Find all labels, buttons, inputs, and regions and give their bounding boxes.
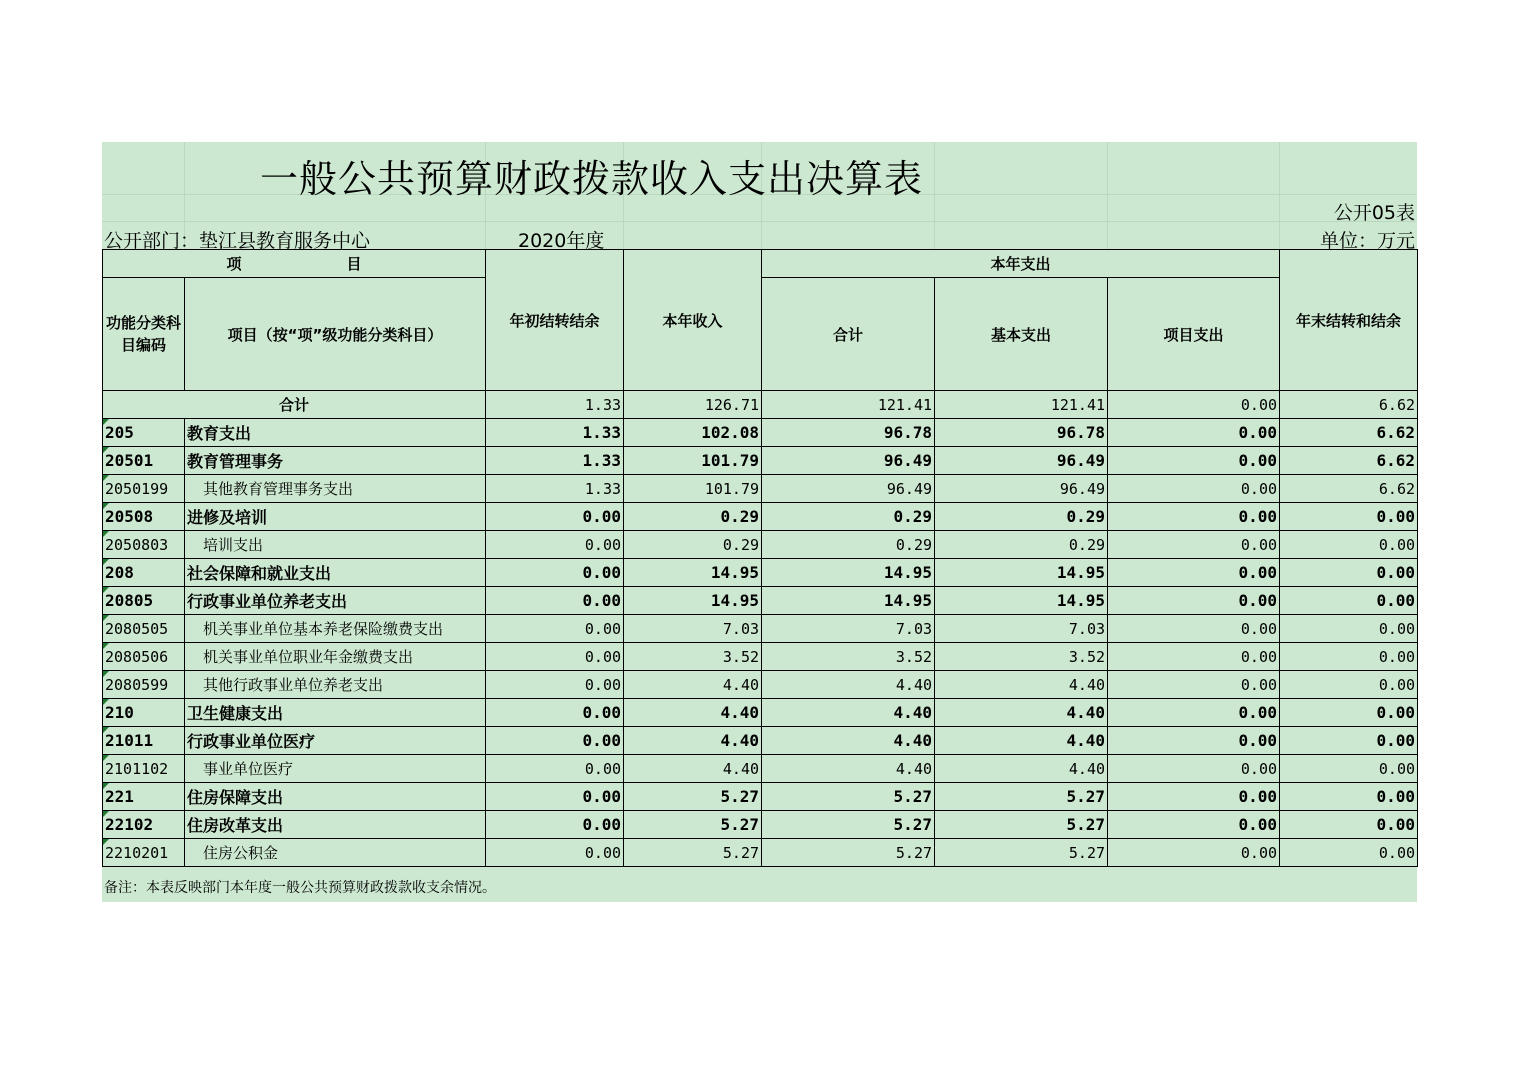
row-closing[interactable]: 0.00: [1280, 587, 1418, 615]
row-code[interactable]: 20501: [103, 447, 185, 475]
row-closing[interactable]: 0.00: [1280, 615, 1418, 643]
header-opening-balance: 年初结转结余: [486, 250, 624, 391]
row-total[interactable]: 96.49: [762, 475, 935, 503]
row-name[interactable]: 机关事业单位职业年金缴费支出: [185, 643, 486, 671]
row-project[interactable]: 0.00: [1108, 783, 1280, 811]
header-project-expense: 项目支出: [1108, 278, 1280, 391]
fiscal-year: 2020年度: [518, 230, 605, 252]
row-name[interactable]: 卫生健康支出: [185, 699, 486, 727]
gridline: [934, 142, 935, 249]
row-closing[interactable]: 0.00: [1280, 783, 1418, 811]
row-code[interactable]: 221: [103, 783, 185, 811]
row-opening[interactable]: 0.00: [486, 643, 624, 671]
row-code[interactable]: 22102: [103, 811, 185, 839]
row-project[interactable]: 0.00: [1108, 643, 1280, 671]
row-code[interactable]: 20805: [103, 587, 185, 615]
row-basic[interactable]: 96.78: [935, 419, 1108, 447]
form-number: 公开05表: [1333, 202, 1415, 224]
row-basic[interactable]: 4.40: [935, 727, 1108, 755]
row-name[interactable]: 培训支出: [185, 531, 486, 559]
row-opening[interactable]: 0.00: [486, 671, 624, 699]
row-total[interactable]: 5.27: [762, 811, 935, 839]
header-code: 功能分类科目编码: [103, 278, 185, 391]
row-name[interactable]: 事业单位医疗: [185, 755, 486, 783]
row-total[interactable]: 5.27: [762, 783, 935, 811]
row-basic[interactable]: 7.03: [935, 615, 1108, 643]
row-project[interactable]: 0.00: [1108, 587, 1280, 615]
row-code[interactable]: 210: [103, 699, 185, 727]
header-expense-group: 本年支出: [762, 250, 1280, 278]
total-project: 0.00: [1108, 391, 1280, 419]
header-expense-total: 合计: [762, 278, 935, 391]
row-basic[interactable]: 5.27: [935, 839, 1108, 867]
row-opening[interactable]: 0.00: [486, 503, 624, 531]
row-name[interactable]: 住房保障支出: [185, 783, 486, 811]
row-total[interactable]: 7.03: [762, 615, 935, 643]
row-code[interactable]: 2101102: [103, 755, 185, 783]
row-total[interactable]: 14.95: [762, 587, 935, 615]
row-total[interactable]: 4.40: [762, 699, 935, 727]
row-closing[interactable]: 0.00: [1280, 727, 1418, 755]
row-total[interactable]: 4.40: [762, 755, 935, 783]
row-total[interactable]: 0.29: [762, 503, 935, 531]
row-opening[interactable]: 0.00: [486, 783, 624, 811]
table-row: [103, 531, 1418, 559]
row-basic[interactable]: 0.29: [935, 503, 1108, 531]
row-opening[interactable]: 0.00: [486, 839, 624, 867]
row-name[interactable]: 教育支出: [185, 419, 486, 447]
row-total[interactable]: 96.78: [762, 419, 935, 447]
row-code[interactable]: 208: [103, 559, 185, 587]
row-basic[interactable]: 4.40: [935, 755, 1108, 783]
row-opening[interactable]: 1.33: [486, 419, 624, 447]
row-name[interactable]: 住房改革支出: [185, 811, 486, 839]
row-closing[interactable]: 0.00: [1280, 531, 1418, 559]
row-opening[interactable]: 1.33: [486, 447, 624, 475]
row-income[interactable]: 4.40: [624, 699, 762, 727]
table-row: [103, 671, 1418, 699]
row-project[interactable]: 0.00: [1108, 811, 1280, 839]
table-row: [103, 419, 1418, 447]
row-code[interactable]: 2080599: [103, 671, 185, 699]
table-row: [103, 447, 1418, 475]
total-income: 126.71: [624, 391, 762, 419]
row-income[interactable]: 101.79: [624, 475, 762, 503]
row-income[interactable]: 5.27: [624, 811, 762, 839]
row-opening[interactable]: 0.00: [486, 727, 624, 755]
row-name[interactable]: 进修及培训: [185, 503, 486, 531]
row-opening[interactable]: 0.00: [486, 559, 624, 587]
row-basic[interactable]: 14.95: [935, 559, 1108, 587]
header-current-income: 本年收入: [624, 250, 762, 391]
budget-table: [102, 249, 1418, 867]
table-row: [103, 615, 1418, 643]
row-basic[interactable]: 96.49: [935, 475, 1108, 503]
row-basic[interactable]: 5.27: [935, 811, 1108, 839]
total-label: 合计: [103, 391, 486, 419]
row-opening[interactable]: 0.00: [486, 615, 624, 643]
table-row: [103, 643, 1418, 671]
row-code[interactable]: 2080505: [103, 615, 185, 643]
row-income[interactable]: 4.40: [624, 755, 762, 783]
table-row: [103, 755, 1418, 783]
row-income[interactable]: 5.27: [624, 839, 762, 867]
table-row: [103, 503, 1418, 531]
table-row: [103, 559, 1418, 587]
row-name[interactable]: 社会保障和就业支出: [185, 559, 486, 587]
row-income[interactable]: 4.40: [624, 727, 762, 755]
table-row: [103, 475, 1418, 503]
row-code[interactable]: 205: [103, 419, 185, 447]
spreadsheet-sheet: [102, 142, 1417, 902]
row-closing[interactable]: 0.00: [1280, 839, 1418, 867]
row-name[interactable]: 行政事业单位医疗: [185, 727, 486, 755]
row-closing[interactable]: 0.00: [1280, 643, 1418, 671]
row-closing[interactable]: 0.00: [1280, 699, 1418, 727]
row-opening[interactable]: 0.00: [486, 755, 624, 783]
row-code[interactable]: 20508: [103, 503, 185, 531]
table-row: [103, 811, 1418, 839]
row-project[interactable]: 0.00: [1108, 615, 1280, 643]
row-income[interactable]: 0.29: [624, 503, 762, 531]
row-closing[interactable]: 0.00: [1280, 811, 1418, 839]
row-name[interactable]: 住房公积金: [185, 839, 486, 867]
row-opening[interactable]: 0.00: [486, 811, 624, 839]
total-expense: 121.41: [762, 391, 935, 419]
row-code[interactable]: 2210201: [103, 839, 185, 867]
table-row: [103, 839, 1418, 867]
row-code[interactable]: 2050803: [103, 531, 185, 559]
row-name[interactable]: 其他教育管理事务支出: [185, 475, 486, 503]
row-basic[interactable]: 14.95: [935, 587, 1108, 615]
row-income[interactable]: 4.40: [624, 671, 762, 699]
header-name: 项目（按“项”级功能分类科目）: [185, 278, 486, 391]
row-project[interactable]: 0.00: [1108, 419, 1280, 447]
department-label: 公开部门：垫江县教育服务中心: [104, 230, 371, 252]
row-basic[interactable]: 96.49: [935, 447, 1108, 475]
table-row: [103, 727, 1418, 755]
row-total[interactable]: 96.49: [762, 447, 935, 475]
row-name[interactable]: 行政事业单位养老支出: [185, 587, 486, 615]
row-basic[interactable]: 3.52: [935, 643, 1108, 671]
row-basic[interactable]: 0.29: [935, 531, 1108, 559]
row-income[interactable]: 5.27: [624, 783, 762, 811]
table-row: [103, 587, 1418, 615]
row-basic[interactable]: 5.27: [935, 783, 1108, 811]
header-basic-expense: 基本支出: [935, 278, 1108, 391]
row-project[interactable]: 0.00: [1108, 671, 1280, 699]
total-opening: 1.33: [486, 391, 624, 419]
row-total[interactable]: 4.40: [762, 671, 935, 699]
row-name[interactable]: 机关事业单位基本养老保险缴费支出: [185, 615, 486, 643]
row-project[interactable]: 0.00: [1108, 839, 1280, 867]
row-total[interactable]: 4.40: [762, 727, 935, 755]
row-basic[interactable]: 4.40: [935, 671, 1108, 699]
gridline: [102, 221, 1417, 222]
row-income[interactable]: 102.08: [624, 419, 762, 447]
total-row: [103, 391, 1418, 419]
row-income[interactable]: 7.03: [624, 615, 762, 643]
row-income[interactable]: 0.29: [624, 531, 762, 559]
header-item-group: 项 目: [103, 250, 486, 278]
row-project[interactable]: 0.00: [1108, 755, 1280, 783]
row-total[interactable]: 0.29: [762, 531, 935, 559]
row-name[interactable]: 其他行政事业单位养老支出: [185, 671, 486, 699]
row-project[interactable]: 0.00: [1108, 559, 1280, 587]
row-income[interactable]: 101.79: [624, 447, 762, 475]
row-project[interactable]: 0.00: [1108, 475, 1280, 503]
row-income[interactable]: 14.95: [624, 587, 762, 615]
page-title: 一般公共预算财政拨款收入支出决算表: [260, 157, 924, 201]
row-project[interactable]: 0.00: [1108, 727, 1280, 755]
row-project[interactable]: 0.00: [1108, 699, 1280, 727]
row-code[interactable]: 2080506: [103, 643, 185, 671]
row-project[interactable]: 0.00: [1108, 503, 1280, 531]
row-income[interactable]: 14.95: [624, 559, 762, 587]
row-closing[interactable]: 6.62: [1280, 475, 1418, 503]
row-name[interactable]: 教育管理事务: [185, 447, 486, 475]
row-code[interactable]: 2050199: [103, 475, 185, 503]
row-closing[interactable]: 6.62: [1280, 419, 1418, 447]
total-closing: 6.62: [1280, 391, 1418, 419]
row-project[interactable]: 0.00: [1108, 531, 1280, 559]
footnote: 备注：本表反映部门本年度一般公共预算财政拨款收支余情况。: [104, 880, 496, 896]
table-row: [103, 699, 1418, 727]
table-row: [103, 783, 1418, 811]
row-project[interactable]: 0.00: [1108, 447, 1280, 475]
row-closing[interactable]: 0.00: [1280, 755, 1418, 783]
row-opening[interactable]: 0.00: [486, 699, 624, 727]
row-opening[interactable]: 0.00: [486, 587, 624, 615]
row-code[interactable]: 21011: [103, 727, 185, 755]
row-opening[interactable]: 0.00: [486, 531, 624, 559]
gridline: [1107, 142, 1108, 249]
row-total[interactable]: 3.52: [762, 643, 935, 671]
total-basic: 121.41: [935, 391, 1108, 419]
header-closing-balance: 年末结转和结余: [1280, 250, 1418, 391]
unit-label: 单位：万元: [1319, 230, 1415, 252]
row-income[interactable]: 3.52: [624, 643, 762, 671]
row-closing[interactable]: 0.00: [1280, 671, 1418, 699]
row-opening[interactable]: 1.33: [486, 475, 624, 503]
gridline: [1279, 142, 1280, 249]
row-closing[interactable]: 0.00: [1280, 559, 1418, 587]
row-basic[interactable]: 4.40: [935, 699, 1108, 727]
row-closing[interactable]: 0.00: [1280, 503, 1418, 531]
row-closing[interactable]: 6.62: [1280, 447, 1418, 475]
row-total[interactable]: 14.95: [762, 559, 935, 587]
row-total[interactable]: 5.27: [762, 839, 935, 867]
